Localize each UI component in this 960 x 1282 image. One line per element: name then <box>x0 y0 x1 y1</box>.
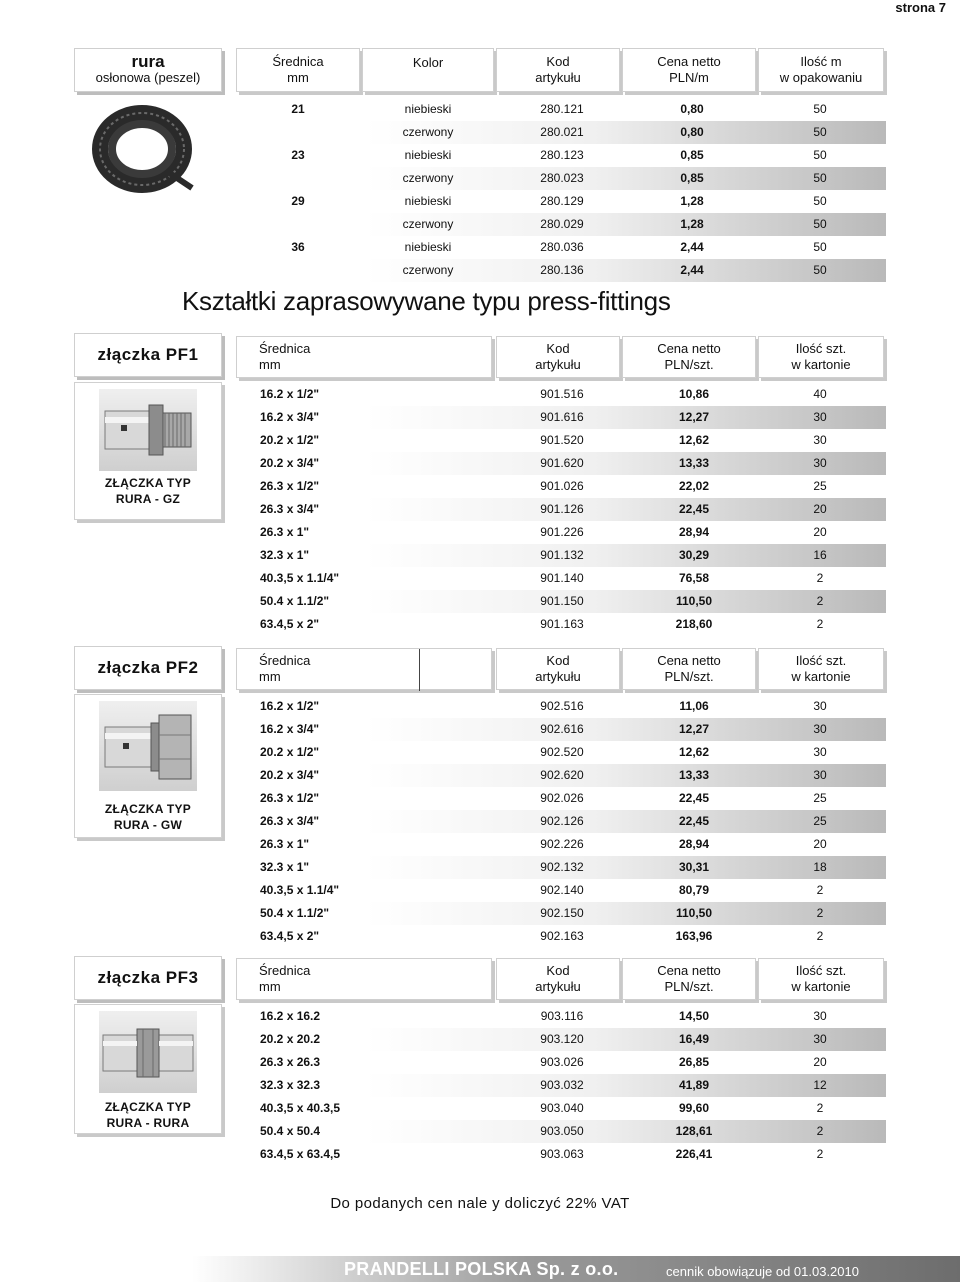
caption-line: RURA - RURA <box>106 1116 190 1130</box>
pf2-image-panel <box>74 694 222 838</box>
cell-quantity: 40 <box>813 387 827 401</box>
cell-price: 22,45 <box>678 814 710 828</box>
table-row <box>236 498 886 521</box>
header-label: Kod <box>546 653 570 668</box>
table-row <box>236 613 886 636</box>
cell-price: 12,27 <box>678 410 710 424</box>
cell-size: 40.3,5 x 1.1/4" <box>260 883 340 897</box>
header-label: Średnica <box>259 653 311 668</box>
header-label: Kod <box>546 341 570 356</box>
table-row <box>236 167 886 190</box>
cell-quantity: 30 <box>813 768 827 782</box>
cell-diameter: 21 <box>291 102 305 116</box>
cell-color: czerwony <box>402 171 454 185</box>
cell-code: 902.140 <box>540 883 584 897</box>
cell-code: 902.520 <box>540 745 584 759</box>
pf2-header-price <box>622 648 756 690</box>
cell-code: 902.620 <box>540 768 584 782</box>
cell-price: 14,50 <box>678 1009 710 1023</box>
cell-quantity: 2 <box>816 1101 824 1115</box>
cell-quantity: 30 <box>813 456 827 470</box>
cell-price: 16,49 <box>678 1032 710 1046</box>
cell-size: 26.3 x 26.3 <box>260 1055 321 1069</box>
cell-quantity: 50 <box>813 102 827 116</box>
table-row <box>236 1120 886 1143</box>
pf1-header-qty <box>758 336 884 378</box>
cell-code: 902.150 <box>540 906 584 920</box>
cell-code: 901.226 <box>540 525 584 539</box>
header-unit: w kartonie <box>791 669 851 684</box>
cell-price: 1,28 <box>680 217 704 231</box>
table-row <box>236 521 886 544</box>
table-row <box>236 925 886 948</box>
pf3-type-caption <box>75 1099 221 1131</box>
pf2-header-code <box>496 648 620 690</box>
pf3-header-price <box>622 958 756 1000</box>
table-row <box>236 475 886 498</box>
cell-code: 903.050 <box>540 1124 584 1138</box>
table-row <box>236 567 886 590</box>
cell-quantity: 2 <box>816 906 824 920</box>
cell-code: 901.616 <box>540 410 584 424</box>
pf2-header-diameter <box>236 648 492 690</box>
cell-code: 901.620 <box>540 456 584 470</box>
cell-quantity: 50 <box>813 194 827 208</box>
header-label: Ilość szt. <box>795 341 847 356</box>
header-label: Ilość szt. <box>795 963 847 978</box>
header-unit: mm <box>259 669 281 684</box>
cell-quantity: 30 <box>813 699 827 713</box>
header-label: Średnica <box>259 341 311 356</box>
caption-line: ZŁĄCZKA TYP <box>104 1100 192 1114</box>
header-unit: w kartonie <box>791 979 851 994</box>
table-row <box>236 718 886 741</box>
table-row <box>236 429 886 452</box>
pf1-type-caption <box>75 475 221 507</box>
cell-price: 12,62 <box>678 433 710 447</box>
cell-size: 32.3 x 1" <box>260 548 310 562</box>
header-unit: artykułu <box>535 979 581 994</box>
cell-size: 26.3 x 1" <box>260 837 310 851</box>
cell-size: 50.4 x 1.1/2" <box>260 594 330 608</box>
cell-price: 0,80 <box>680 102 704 116</box>
cell-size: 26.3 x 1/2" <box>260 479 320 493</box>
table-row <box>236 764 886 787</box>
pf3-image-panel <box>74 1004 222 1134</box>
cell-quantity: 2 <box>816 929 824 943</box>
cell-code: 901.516 <box>540 387 584 401</box>
cell-price: 22,02 <box>678 479 710 493</box>
cell-size: 16.2 x 3/4" <box>260 722 320 736</box>
cell-quantity: 20 <box>813 502 827 516</box>
header-unit: PLN/m <box>669 70 709 85</box>
cell-color: czerwony <box>402 125 454 139</box>
cell-diameter: 36 <box>291 240 305 254</box>
cell-size: 20.2 x 3/4" <box>260 768 320 782</box>
header-label: Kod <box>546 963 570 978</box>
cell-size: 32.3 x 1" <box>260 860 310 874</box>
pf3-title: złączka PF3 <box>97 968 199 987</box>
conduit-coil-image <box>88 102 196 196</box>
cell-code: 903.063 <box>540 1147 584 1161</box>
table-row <box>236 98 886 121</box>
cell-price: 13,33 <box>678 768 710 782</box>
cell-price: 163,96 <box>675 929 713 943</box>
header-label: Średnica <box>272 54 324 69</box>
header-label: Cena netto <box>657 963 721 978</box>
cell-code: 901.520 <box>540 433 584 447</box>
header-label: Średnica <box>259 963 311 978</box>
cell-price: 22,45 <box>678 502 710 516</box>
header-unit: w kartonie <box>791 357 851 372</box>
pf1-title: złączka PF1 <box>97 345 199 364</box>
pf3-header-qty <box>758 958 884 1000</box>
table-row <box>236 810 886 833</box>
cell-code: 903.116 <box>540 1009 584 1023</box>
table-row <box>236 406 886 429</box>
header-label: Cena netto <box>657 653 721 668</box>
cell-price: 30,29 <box>678 548 710 562</box>
cell-quantity: 2 <box>816 571 824 585</box>
table-row <box>236 833 886 856</box>
pf2-header-qty <box>758 648 884 690</box>
rura-title: rura <box>131 52 165 71</box>
table-row <box>236 144 886 167</box>
pf1-image-panel <box>74 382 222 520</box>
cell-quantity: 30 <box>813 722 827 736</box>
header-unit: PLN/szt. <box>664 979 714 994</box>
rura-header-qty <box>758 48 884 92</box>
header-divider <box>419 649 420 691</box>
cell-code: 902.516 <box>540 699 584 713</box>
table-row <box>236 879 886 902</box>
cell-size: 20.2 x 20.2 <box>260 1032 321 1046</box>
cell-size: 16.2 x 1/2" <box>260 387 320 401</box>
cell-price: 26,85 <box>678 1055 710 1069</box>
cell-code: 902.616 <box>540 722 584 736</box>
cell-code: 280.021 <box>540 125 584 139</box>
cell-code: 903.032 <box>540 1078 584 1092</box>
table-row <box>236 902 886 925</box>
pf3-fitting-image <box>99 1011 197 1093</box>
cell-size: 50.4 x 50.4 <box>260 1124 321 1138</box>
rura-image-panel <box>74 96 222 266</box>
cell-price: 128,61 <box>675 1124 713 1138</box>
cell-price: 22,45 <box>678 791 710 805</box>
cell-color: niebieski <box>404 194 452 208</box>
footer-validity: cennik obowiązuje od 01.03.2010 <box>666 1264 859 1279</box>
cell-code: 280.029 <box>540 217 584 231</box>
cell-price: 2,44 <box>680 263 704 277</box>
cell-quantity: 18 <box>813 860 827 874</box>
cell-size: 32.3 x 32.3 <box>260 1078 321 1092</box>
cell-code: 901.150 <box>540 594 584 608</box>
header-unit: artykułu <box>535 669 581 684</box>
cell-size: 26.3 x 1" <box>260 525 310 539</box>
cell-quantity: 2 <box>816 617 824 631</box>
pf3-header-diameter <box>236 958 492 1000</box>
cell-size: 26.3 x 1/2" <box>260 791 320 805</box>
table-row <box>236 1051 886 1074</box>
table-row <box>236 856 886 879</box>
cell-price: 12,62 <box>678 745 710 759</box>
table-row <box>236 121 886 144</box>
cell-quantity: 50 <box>813 217 827 231</box>
cell-quantity: 16 <box>813 548 827 562</box>
cell-price: 218,60 <box>675 617 713 631</box>
cell-price: 30,31 <box>678 860 710 874</box>
table-row <box>236 1005 886 1028</box>
cell-size: 16.2 x 16.2 <box>260 1009 321 1023</box>
cell-size: 63.4,5 x 2" <box>260 617 320 631</box>
rura-header-price <box>622 48 756 92</box>
table-row <box>236 1074 886 1097</box>
cell-price: 110,50 <box>675 906 713 920</box>
cell-quantity: 25 <box>813 791 827 805</box>
cell-price: 10,86 <box>678 387 710 401</box>
header-label: Kolor <box>412 55 444 70</box>
header-unit: artykułu <box>535 357 581 372</box>
header-unit: mm <box>287 70 309 85</box>
header-label: Cena netto <box>657 54 721 69</box>
cell-price: 76,58 <box>678 571 710 585</box>
cell-diameter: 23 <box>291 148 305 162</box>
pf2-title: złączka PF2 <box>97 658 199 677</box>
table-row <box>236 190 886 213</box>
cell-size: 63.4,5 x 2" <box>260 929 320 943</box>
caption-line: RURA - GW <box>113 818 183 832</box>
cell-price: 11,06 <box>679 699 709 713</box>
rura-title-box <box>74 48 222 92</box>
rura-header-color <box>362 48 494 92</box>
cell-quantity: 30 <box>813 433 827 447</box>
pf1-header-diameter <box>236 336 492 378</box>
cell-diameter: 29 <box>291 194 305 208</box>
cell-color: niebieski <box>404 240 452 254</box>
pf2-title-box <box>74 646 222 690</box>
pf3-header-code <box>496 958 620 1000</box>
cell-code: 901.026 <box>540 479 584 493</box>
cell-code: 903.026 <box>540 1055 584 1069</box>
header-label: Ilość m <box>800 54 842 69</box>
section-heading: Kształtki zaprasowywane typu press-fittings <box>182 286 671 316</box>
cell-quantity: 50 <box>813 125 827 139</box>
cell-quantity: 50 <box>813 171 827 185</box>
cell-price: 0,85 <box>680 148 704 162</box>
header-label: Cena netto <box>657 341 721 356</box>
table-row <box>236 1143 886 1166</box>
table-row <box>236 695 886 718</box>
table-row <box>236 236 886 259</box>
table-row <box>236 213 886 236</box>
cell-size: 26.3 x 3/4" <box>260 814 320 828</box>
cell-price: 226,41 <box>675 1147 713 1161</box>
table-row <box>236 259 886 282</box>
cell-color: niebieski <box>404 102 452 116</box>
cell-price: 41,89 <box>678 1078 710 1092</box>
cell-size: 40.3,5 x 1.1/4" <box>260 571 340 585</box>
header-unit: mm <box>259 357 281 372</box>
cell-price: 99,60 <box>678 1101 710 1115</box>
cell-code: 903.040 <box>540 1101 584 1115</box>
cell-quantity: 25 <box>813 479 827 493</box>
header-label: Ilość szt. <box>795 653 847 668</box>
cell-quantity: 20 <box>813 525 827 539</box>
table-row <box>236 452 886 475</box>
pf2-type-caption <box>75 801 221 833</box>
page-number: strona 7 <box>895 0 946 15</box>
caption-line: ZŁĄCZKA TYP <box>104 476 192 490</box>
cell-size: 40.3,5 x 40.3,5 <box>260 1101 341 1115</box>
cell-quantity: 50 <box>813 148 827 162</box>
cell-code: 902.126 <box>540 814 584 828</box>
cell-size: 16.2 x 3/4" <box>260 410 320 424</box>
cell-code: 280.136 <box>540 263 584 277</box>
table-row <box>236 1097 886 1120</box>
cell-code: 280.123 <box>540 148 584 162</box>
cell-size: 16.2 x 1/2" <box>260 699 320 713</box>
header-unit: PLN/szt. <box>664 669 714 684</box>
cell-code: 902.132 <box>540 860 584 874</box>
cell-price: 28,94 <box>678 837 710 851</box>
pf1-header-code <box>496 336 620 378</box>
cell-code: 901.126 <box>540 502 584 516</box>
cell-size: 26.3 x 3/4" <box>260 502 320 516</box>
cell-quantity: 2 <box>816 883 824 897</box>
pf3-title-box <box>74 956 222 1000</box>
cell-price: 13,33 <box>678 456 710 470</box>
cell-quantity: 25 <box>813 814 827 828</box>
pf1-title-box <box>74 333 222 377</box>
cell-code: 280.121 <box>540 102 584 116</box>
header-unit: artykułu <box>535 70 581 85</box>
cell-size: 63.4,5 x 63.4,5 <box>260 1147 341 1161</box>
header-unit: PLN/szt. <box>664 357 714 372</box>
cell-code: 901.163 <box>540 617 584 631</box>
table-row <box>236 787 886 810</box>
cell-code: 901.140 <box>540 571 584 585</box>
cell-quantity: 50 <box>813 240 827 254</box>
cell-price: 80,79 <box>678 883 710 897</box>
cell-quantity: 2 <box>816 594 824 608</box>
cell-quantity: 30 <box>813 410 827 424</box>
table-row <box>236 383 886 406</box>
rura-header-diameter <box>236 48 360 92</box>
footer-company: PRANDELLI POLSKA Sp. z o.o. <box>344 1259 619 1279</box>
caption-line: RURA - GZ <box>115 492 181 506</box>
cell-code: 903.120 <box>540 1032 584 1046</box>
vat-note: Do podanych cen nale y doliczyć 22% VAT <box>330 1195 630 1212</box>
cell-quantity: 2 <box>816 1147 824 1161</box>
cell-code: 902.163 <box>540 929 584 943</box>
header-unit: mm <box>259 979 281 994</box>
cell-code: 902.026 <box>540 791 584 805</box>
table-row <box>236 544 886 567</box>
pf1-header-price <box>622 336 756 378</box>
cell-color: czerwony <box>402 263 454 277</box>
cell-size: 20.2 x 3/4" <box>260 456 320 470</box>
pf2-fitting-image <box>99 701 197 791</box>
cell-color: czerwony <box>402 217 454 231</box>
cell-code: 280.129 <box>540 194 584 208</box>
header-unit: w opakowaniu <box>779 70 863 85</box>
cell-price: 2,44 <box>680 240 704 254</box>
cell-price: 110,50 <box>675 594 713 608</box>
pf1-fitting-image <box>99 389 197 471</box>
cell-code: 280.023 <box>540 171 584 185</box>
cell-quantity: 30 <box>813 1009 827 1023</box>
cell-price: 12,27 <box>678 722 710 736</box>
cell-code: 902.226 <box>540 837 584 851</box>
cell-quantity: 20 <box>813 1055 827 1069</box>
cell-quantity: 30 <box>813 745 827 759</box>
cell-size: 20.2 x 1/2" <box>260 433 320 447</box>
cell-color: niebieski <box>404 148 452 162</box>
table-row <box>236 590 886 613</box>
cell-price: 0,80 <box>680 125 704 139</box>
cell-quantity: 2 <box>816 1124 824 1138</box>
caption-line: ZŁĄCZKA TYP <box>104 802 192 816</box>
cell-price: 0,85 <box>680 171 704 185</box>
cell-code: 280.036 <box>540 240 584 254</box>
cell-quantity: 20 <box>813 837 827 851</box>
cell-quantity: 30 <box>813 1032 827 1046</box>
table-row <box>236 1028 886 1051</box>
cell-size: 20.2 x 1/2" <box>260 745 320 759</box>
cell-size: 50.4 x 1.1/2" <box>260 906 330 920</box>
cell-quantity: 12 <box>813 1078 827 1092</box>
table-row <box>236 741 886 764</box>
header-label: Kod <box>546 54 570 69</box>
cell-quantity: 50 <box>813 263 827 277</box>
rura-subtitle: osłonowa (peszel) <box>95 70 201 85</box>
cell-price: 28,94 <box>678 525 710 539</box>
rura-header-code <box>496 48 620 92</box>
cell-code: 901.132 <box>540 548 584 562</box>
cell-price: 1,28 <box>680 194 704 208</box>
